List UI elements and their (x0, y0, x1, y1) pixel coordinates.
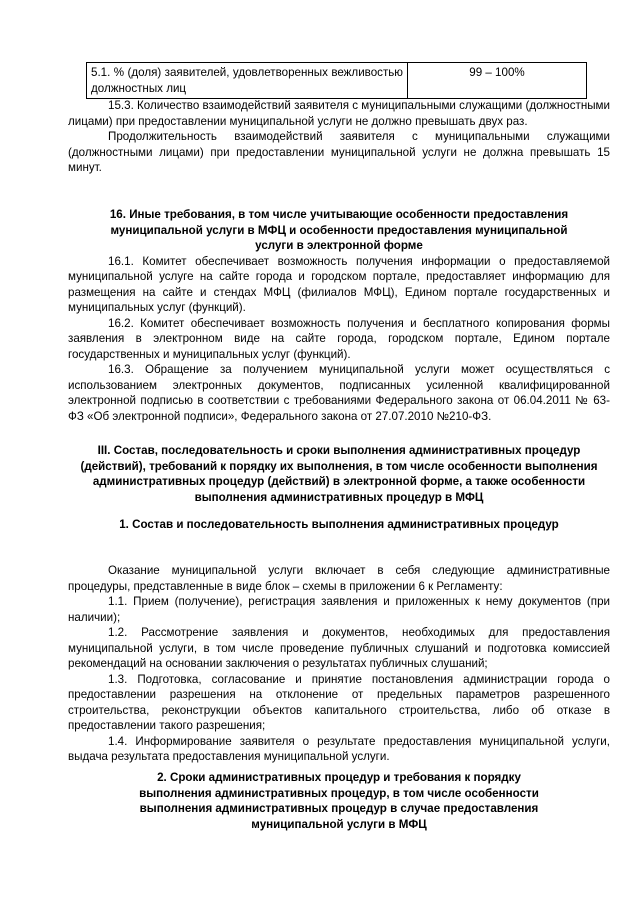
section-15-block (68, 98, 610, 176)
paragraph-1-3: 1.3. Подготовка, согласование и принятие постановления администрации города о предоставлении разрешения на отклонение от предельных параметров разрешенного строительства, реконструкции объектов капитального строительства, либо об отказе в предоставлении такого разрешения; (68, 672, 610, 732)
paragraph-1-2: 1.2. Рассмотрение заявления и документов, необходимых для предоставления муниципальной услуги, в том числе проведение публичных слушаний и подготовка комиссией рекомендаций на основании заключения о результатах публичных слушаний; (68, 626, 610, 670)
heading-section-1: 1. Состав и последовательность выполнения административных процедур (119, 518, 559, 531)
section-III-block (68, 443, 610, 505)
table-row (87, 63, 587, 99)
indicator-table (86, 62, 587, 99)
paragraph-16-1: 16.1. Комитет обеспечивает возможность получения информации о предоставляемой муниципальной услуге на сайте города и городском портале, предоставляет информацию для размещения на сайте и стендах МФЦ (филиалов МФЦ), Едином портале государственных и муниципальных услуг (функций). (68, 254, 610, 314)
section-2-heading-block (68, 770, 610, 832)
paragraph-15-3: 15.3. Количество взаимодействий заявителя с муниципальными служащими (должностными лицами) при предоставлении муниципальной услуги не должно превышать двух раз. (68, 99, 610, 128)
heading-section-16: 16. Иные требования, в том числе учитывающие особенности предоставления муниципальной услуги в МФЦ и особенности предоставления муниципальной услуги в электронной форме (109, 208, 569, 252)
paragraph-1-4: 1.4. Информирование заявителя о результате предоставления муниципальной услуги, выдача результата предоставления муниципальной услуги. (68, 734, 610, 763)
paragraph-16-3: 16.3. Обращение за получением муниципальной услуги может осуществляться с использованием электронных документов, подписанных усиленной квалифицированной электронной подписью в соответствии с требованиями Федерального закона от 06.04.2011 № 63-ФЗ «Об электронной подписи», Федерального закона от 27.07.2010 №210-ФЗ. (68, 363, 610, 423)
section-1-heading-block (68, 517, 610, 533)
paragraph-16-2: 16.2. Комитет обеспечивает возможность получения и бесплатного копирования формы заявления в электронном виде на сайте города, городском портале, Едином портале государственных и муниципальных услуг (функций). (68, 316, 610, 361)
paragraph-intro: Оказание муниципальной услуги включает в себя следующие административные процедуры, представленные в виде блок – схемы в приложении 6 к Регламенту: (68, 564, 610, 593)
heading-section-2: 2. Сроки административных процедур и требования к порядку выполнения административных процедур, в том числе особенности выполнения административных процедур в случае предоставления муниципальной услуги в МФЦ (139, 771, 539, 831)
heading-section-III: III. Состав, последовательность и сроки выполнения административных процедур (действий), требований к порядку их выполнения, в том числе особенности выполнения административных процедур (действий) в электронной форме, а также особенности выполнения административных процедур в МФЦ (80, 444, 598, 504)
paragraph-duration: Продолжительность взаимодействий заявителя с муниципальными служащими (должностными лицами) при предоставлении муниципальной услуги не должна превышать 15 минут. (68, 130, 610, 174)
table-cell-value: 99 – 100% (408, 63, 587, 99)
table-cell-indicator: 5.1. % (доля) заявителей, удовлетворенных вежливостью должностных лиц (87, 63, 408, 99)
section-16-block (68, 207, 610, 424)
procedures-block (68, 563, 610, 765)
paragraph-1-1: 1.1. Прием (получение), регистрация заявления и приложенных к нему документов (при наличии); (68, 595, 610, 624)
